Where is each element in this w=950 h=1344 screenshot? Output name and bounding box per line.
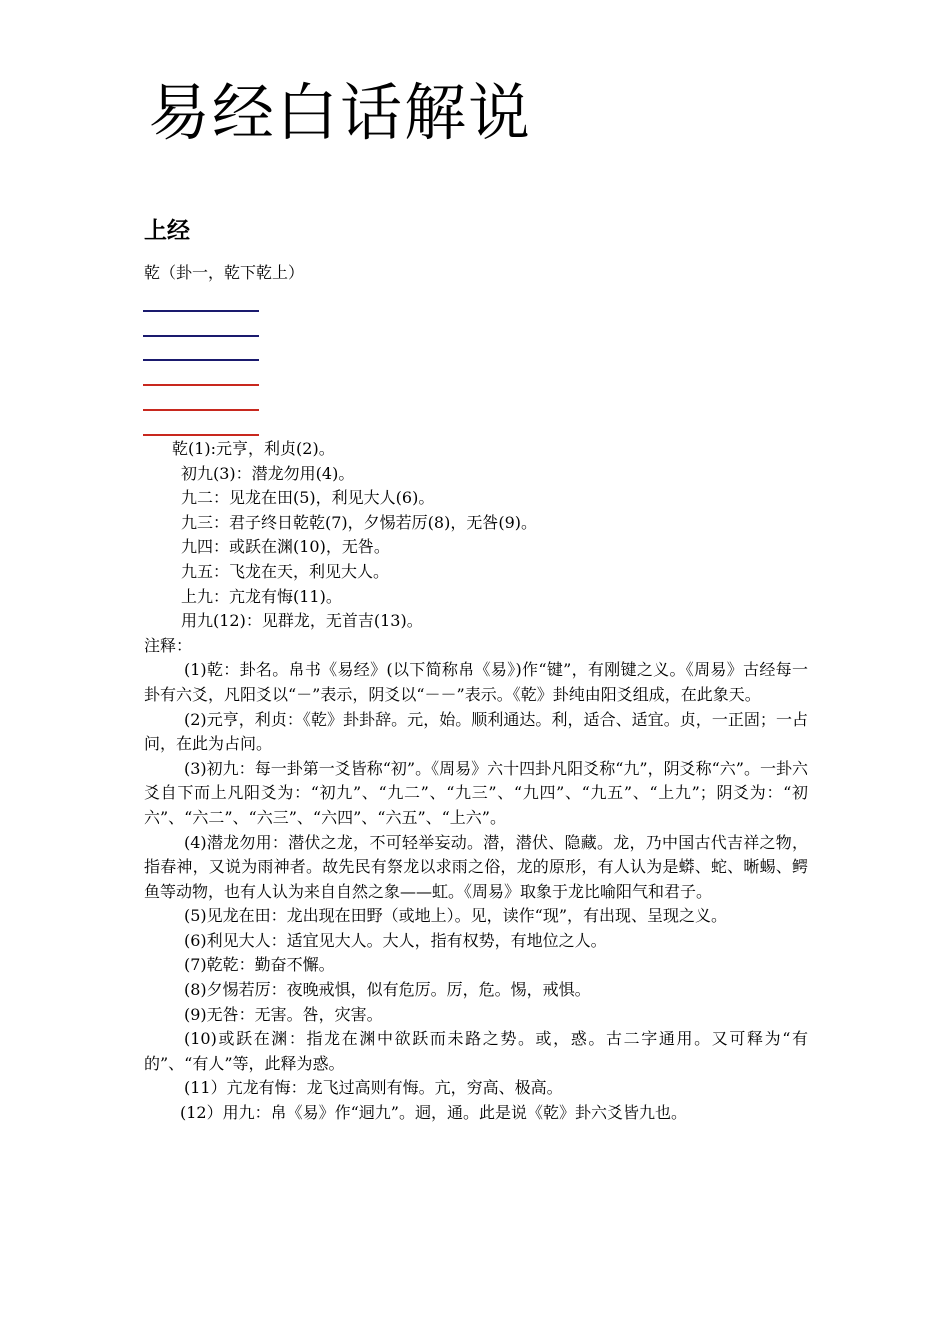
verse-line: 初九(3)：潜龙勿用(4)。 xyxy=(181,463,355,483)
hexagram-line-2 xyxy=(143,335,259,337)
verse-line: 九四：或跃在渊(10)，无咎。 xyxy=(181,537,390,557)
hexagram-line-1 xyxy=(143,310,259,312)
hexagram-line-3 xyxy=(143,359,259,361)
notes-label: 注释： xyxy=(144,635,193,655)
note-paragraph: (5)见龙在田：龙出现在田野（或地上）。见，读作“现”，有出现、呈现之义。 xyxy=(184,906,728,926)
hexagram-line-6 xyxy=(143,434,259,436)
document-title: 易经白话解说 xyxy=(148,76,533,149)
verse-line: 乾(1):元亨，利贞(2)。 xyxy=(172,439,335,458)
verse-line: 九五：飞龙在天，利见大人。 xyxy=(181,561,390,581)
note-paragraph: (9)无咎：无害。咎，灾害。 xyxy=(184,1004,383,1024)
verse-line: 九三：君子终日乾乾(7)，夕惕若厉(8)，无咎(9)。 xyxy=(181,512,537,532)
note-paragraph: (2)元亨，利贞：《乾》卦卦辞。元，始。顺利通达。利，适合、适宜。贞，一正固；一占问，在此为占问。 xyxy=(144,709,808,754)
verse-line: 上九：亢龙有悔(11)。 xyxy=(181,586,342,606)
note-paragraph: (6)利见大人：适宜见大人。大人，指有权势，有地位之人。 xyxy=(184,930,607,950)
hexagram-name: 乾（卦一，乾下乾上） xyxy=(144,263,305,282)
hexagram-line-5 xyxy=(143,409,259,411)
note-paragraph: (1)乾：卦名。帛书《易经》(以下简称帛《易》)作“键”，有刚键之义。《周易》古经每一卦有六爻，凡阳爻以“－”表示，阴爻以“－－”表示。《乾》卦纯由阳爻组成，在此象天。 xyxy=(144,660,808,704)
section-heading: 上经 xyxy=(144,218,190,244)
note-paragraph: (8)夕惕若厉：夜晚戒惧，似有危厉。厉，危。惕，戒惧。 xyxy=(184,980,591,1000)
note-paragraph: (4)潜龙勿用：潜伏之龙，不可轻举妄动。潜，潜伏、隐藏。龙，乃中国古代吉祥之物，指春神，又说为雨神者。故先民有祭龙以求雨之俗，龙的原形，有人认为是蟒、蛇、晰蜴、鳄鱼等动物，也有人认为来自自然之象——虹。《周易》取象于龙比喻阳气和君子。 xyxy=(144,832,808,901)
note-paragraph: (10)或跃在渊：指龙在渊中欲跃而未路之势。或，惑。古二字通用。又可释为“有的”、“有人”等，此释为惑。 xyxy=(144,1029,808,1073)
document-body xyxy=(144,437,808,1126)
verse-line: 用九(12)：见群龙，无首吉(13)。 xyxy=(181,611,423,631)
note-paragraph: (12）用九：帛《易》作“迵九”。迵，通。此是说《乾》卦六爻皆九也。 xyxy=(180,1103,687,1123)
note-paragraph: (7)乾乾：勤奋不懈。 xyxy=(184,955,335,975)
hexagram-figure xyxy=(143,300,259,440)
note-paragraph: (3)初九：每一卦第一爻皆称“初”。《周易》六十四卦凡阳爻称“九”，阴爻称“六”。一卦六爻自下而上凡阳爻为：“初九”、“九二”、“九三”、“九四”、“九五”、“上九”；阴爻为：“初六”、“六二”、“六三”、“六四”、“六五”、“上六”。 xyxy=(144,758,808,827)
hexagram-line-4 xyxy=(143,384,259,386)
note-paragraph: (11）亢龙有悔：龙飞过高则有悔。亢，穷高、极高。 xyxy=(184,1078,563,1098)
verse-line: 九二：见龙在田(5)，利见大人(6)。 xyxy=(181,488,435,508)
